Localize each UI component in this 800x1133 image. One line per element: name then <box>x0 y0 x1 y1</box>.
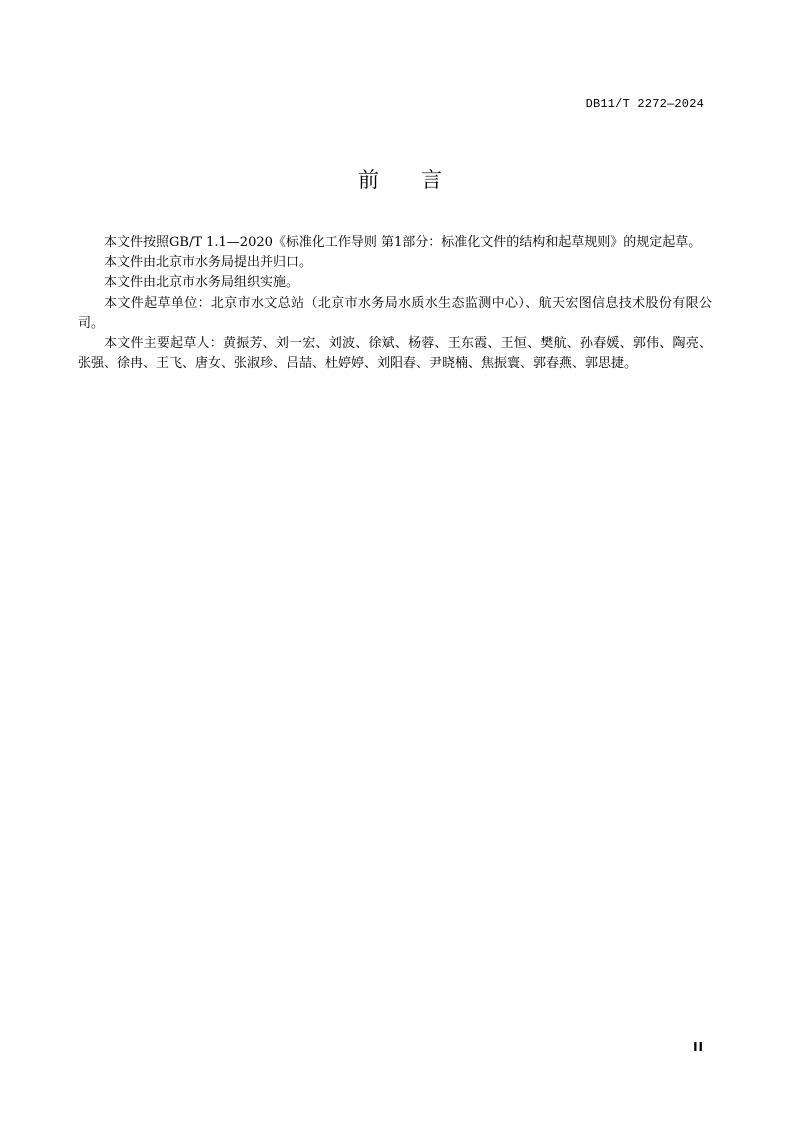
page-title: 前 言 <box>358 168 442 192</box>
foreword-body <box>78 233 712 374</box>
paragraph-drafting-rules: 本文件按照GB/T 1.1—2020《标准化工作导则 第1部分：标准化文件的结构和起草规则》的规定起草。 <box>104 235 702 250</box>
standard-code: DB11/T 2272—2024 <box>585 97 704 111</box>
paragraph-drafting-units: 本文件起草单位：北京市水文总站（北京市水务局水质水生态监测中心）、航天宏图信息技术股份有限公司。 <box>78 295 712 331</box>
page-number: II <box>693 1040 704 1054</box>
paragraph-drafters: 本文件主要起草人：黄振芳、刘一宏、刘波、徐斌、杨蓉、王东霞、王恒、樊航、孙春媛、郭伟、陶亮、张强、徐冉、王飞、唐女、张淑珍、吕喆、杜婷婷、刘阳春、尹晓楠、焦振寰、郭春燕、郭思捷。 <box>78 336 712 372</box>
paragraph-proposer: 本文件由北京市水务局提出并归口。 <box>104 255 313 271</box>
paragraph-organizer: 本文件由北京市水务局组织实施。 <box>104 275 300 291</box>
